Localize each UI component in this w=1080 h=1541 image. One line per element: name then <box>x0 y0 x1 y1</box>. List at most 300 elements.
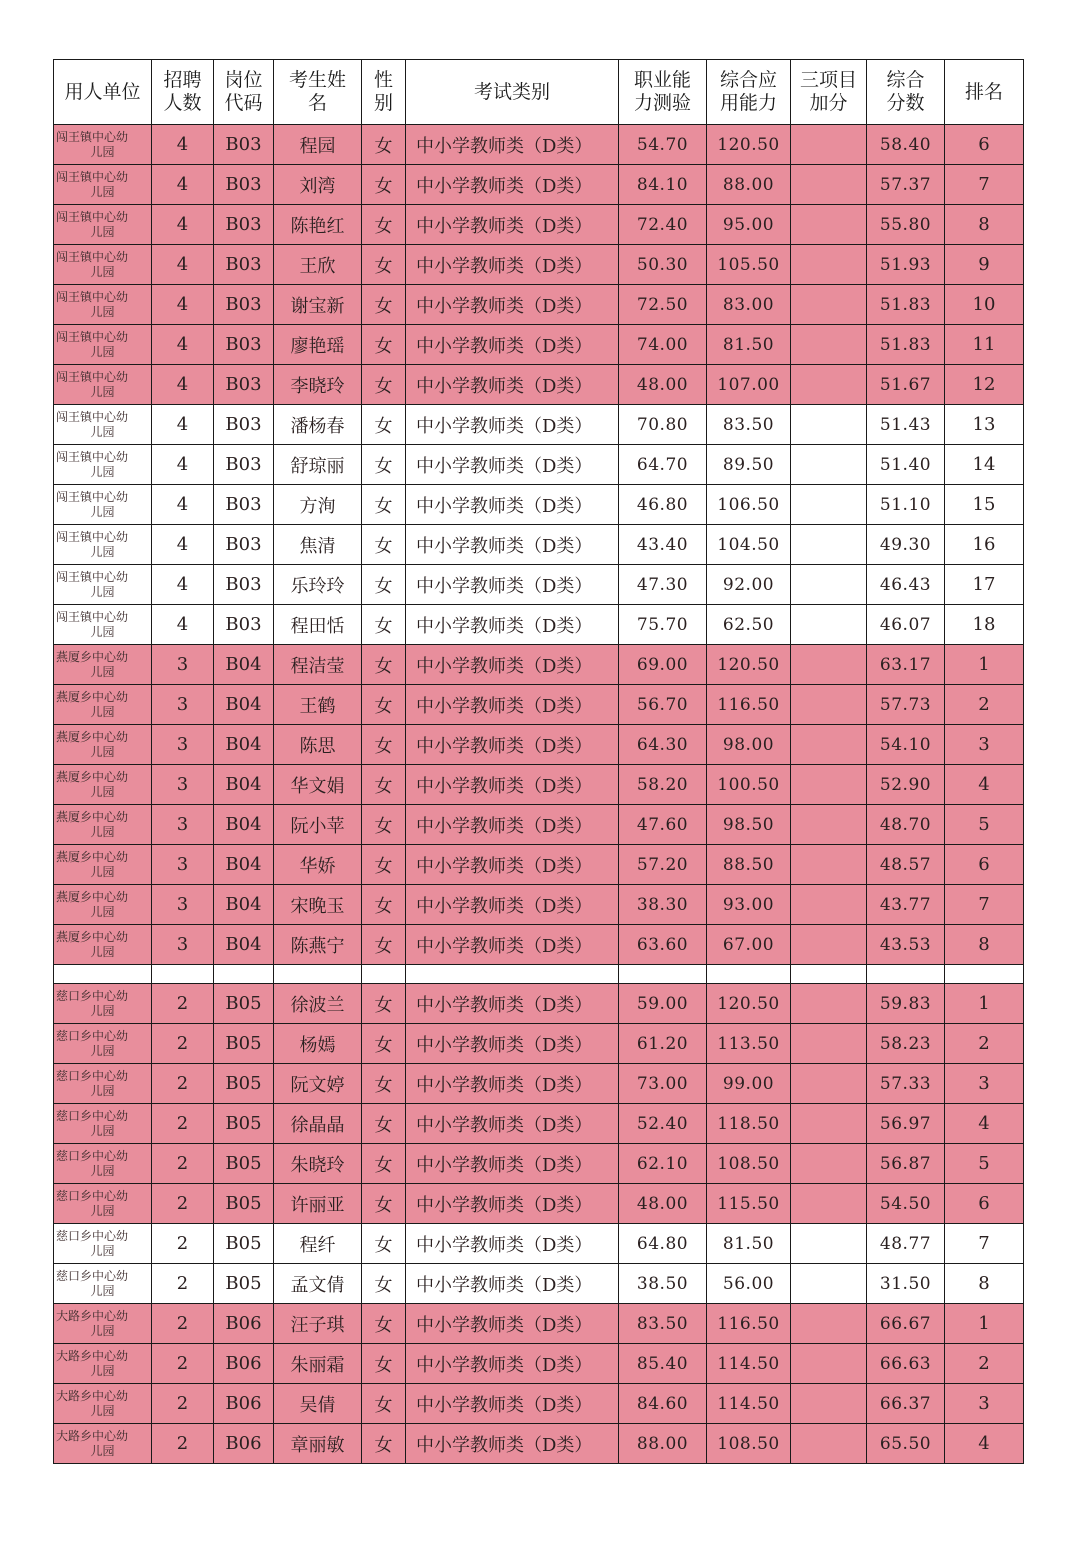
rank-cell: 16 <box>945 525 1024 565</box>
recruit-count-cell: 4 <box>152 285 214 325</box>
recruit-count-cell: 4 <box>152 165 214 205</box>
header-recruit-count-line: 人数 <box>163 92 202 114</box>
empty-cell <box>707 965 791 984</box>
gender-cell: 女 <box>362 845 406 885</box>
aptitude-score-cell: 70.80 <box>619 405 707 445</box>
aptitude-score-cell: 57.20 <box>619 845 707 885</box>
header-unit <box>54 60 152 125</box>
table-row-highlighted <box>54 1024 1024 1064</box>
total-score-cell: 56.87 <box>867 1144 945 1184</box>
employer-unit-cell <box>54 565 152 605</box>
total-score-cell: 49.30 <box>867 525 945 565</box>
rank-cell: 15 <box>945 485 1024 525</box>
applied-score-cell: 92.00 <box>707 565 791 605</box>
rank-cell: 2 <box>945 1344 1024 1384</box>
post-code-cell: B06 <box>214 1424 274 1464</box>
employer-unit-line: 儿园 <box>90 624 115 639</box>
table-row-highlighted <box>54 645 1024 685</box>
post-code-cell: B03 <box>214 565 274 605</box>
rank-cell: 18 <box>945 605 1024 645</box>
rank-cell: 9 <box>945 245 1024 285</box>
bonus-cell <box>791 1184 867 1224</box>
bonus-cell <box>791 1024 867 1064</box>
total-score-cell: 52.90 <box>867 765 945 805</box>
bonus-cell <box>791 765 867 805</box>
candidate-name-cell: 杨嫣 <box>274 1024 362 1064</box>
post-code-cell: B04 <box>214 805 274 845</box>
exam-category-cell: 中小学教师类（D类） <box>406 1184 619 1224</box>
rank-cell: 8 <box>945 205 1024 245</box>
empty-cell <box>214 965 274 984</box>
recruit-count-cell: 4 <box>152 525 214 565</box>
exam-category-cell: 中小学教师类（D类） <box>406 925 619 965</box>
exam-category-cell: 中小学教师类（D类） <box>406 325 619 365</box>
recruit-count-cell: 2 <box>152 1304 214 1344</box>
total-score-cell: 66.67 <box>867 1304 945 1344</box>
applied-score-cell: 88.00 <box>707 165 791 205</box>
applied-score-cell: 88.50 <box>707 845 791 885</box>
applied-score-cell: 113.50 <box>707 1024 791 1064</box>
applied-score-cell: 120.50 <box>707 984 791 1024</box>
recruit-count-cell: 2 <box>152 1024 214 1064</box>
total-score-cell: 58.40 <box>867 125 945 165</box>
employer-unit-cell <box>54 1104 152 1144</box>
aptitude-score-cell: 85.40 <box>619 1344 707 1384</box>
recruit-count-cell: 3 <box>152 725 214 765</box>
employer-unit-line: 儿园 <box>90 504 115 519</box>
table-row-highlighted <box>54 1104 1024 1144</box>
employer-unit-line: 儿园 <box>90 1083 115 1098</box>
applied-score-cell: 81.50 <box>707 325 791 365</box>
header-total-score-line: 综合 <box>886 69 925 91</box>
post-code-cell: B05 <box>214 1104 274 1144</box>
aptitude-score-cell: 47.60 <box>619 805 707 845</box>
empty-cell <box>152 965 214 984</box>
aptitude-score-cell: 43.40 <box>619 525 707 565</box>
employer-unit-line: 慈口乡中心幼 <box>56 1188 129 1203</box>
recruit-count-cell: 4 <box>152 485 214 525</box>
candidate-name-cell: 陈思 <box>274 725 362 765</box>
header-applied-ability-line: 用能力 <box>719 92 777 114</box>
recruit-count-cell: 3 <box>152 765 214 805</box>
table-row-highlighted <box>54 1304 1024 1344</box>
candidate-name-cell: 刘湾 <box>274 165 362 205</box>
gender-cell: 女 <box>362 605 406 645</box>
employer-unit-cell <box>54 365 152 405</box>
post-code-cell: B05 <box>214 1064 274 1104</box>
table-row-highlighted <box>54 984 1024 1024</box>
recruit-count-cell: 3 <box>152 805 214 845</box>
table-body <box>54 125 1024 1464</box>
total-score-cell: 43.53 <box>867 925 945 965</box>
aptitude-score-cell: 52.40 <box>619 1104 707 1144</box>
applied-score-cell: 100.50 <box>707 765 791 805</box>
candidate-name-cell: 乐玲玲 <box>274 565 362 605</box>
table-row-highlighted <box>54 1424 1024 1464</box>
post-code-cell: B05 <box>214 1184 274 1224</box>
gender-cell: 女 <box>362 165 406 205</box>
employer-unit-cell <box>54 165 152 205</box>
bonus-cell <box>791 565 867 605</box>
aptitude-score-cell: 75.70 <box>619 605 707 645</box>
post-code-cell: B05 <box>214 1224 274 1264</box>
bonus-cell <box>791 685 867 725</box>
post-code-cell: B03 <box>214 125 274 165</box>
applied-score-cell: 118.50 <box>707 1104 791 1144</box>
applied-score-cell: 120.50 <box>707 645 791 685</box>
bonus-cell <box>791 1264 867 1304</box>
employer-unit-line: 闯王镇中心幼 <box>56 169 129 184</box>
bonus-cell <box>791 1224 867 1264</box>
table-row-highlighted <box>54 805 1024 845</box>
header-aptitude-test-line: 力测验 <box>633 92 691 114</box>
table-row-highlighted <box>54 685 1024 725</box>
employer-unit-line: 儿园 <box>90 1123 115 1138</box>
applied-score-cell: 105.50 <box>707 245 791 285</box>
applied-score-cell: 104.50 <box>707 525 791 565</box>
exam-category-cell: 中小学教师类（D类） <box>406 445 619 485</box>
rank-cell: 5 <box>945 805 1024 845</box>
candidate-name-cell: 程田恬 <box>274 605 362 645</box>
employer-unit-cell <box>54 725 152 765</box>
bonus-cell <box>791 605 867 645</box>
table-row-highlighted <box>54 205 1024 245</box>
employer-unit-line: 闯王镇中心幼 <box>56 609 129 624</box>
employer-unit-line: 儿园 <box>90 904 115 919</box>
recruit-count-cell: 2 <box>152 1144 214 1184</box>
employer-unit-line: 儿园 <box>90 344 115 359</box>
post-code-cell: B04 <box>214 845 274 885</box>
results-document <box>53 59 1024 1464</box>
exam-category-cell: 中小学教师类（D类） <box>406 365 619 405</box>
gender-cell: 女 <box>362 285 406 325</box>
rank-cell: 5 <box>945 1144 1024 1184</box>
post-code-cell: B06 <box>214 1344 274 1384</box>
header-bonus-line: 三项目 <box>799 69 857 91</box>
employer-unit-line: 燕厦乡中心幼 <box>56 929 129 944</box>
bonus-cell <box>791 925 867 965</box>
candidate-name-cell: 廖艳瑶 <box>274 325 362 365</box>
candidate-name-cell: 王欣 <box>274 245 362 285</box>
employer-unit-line: 儿园 <box>90 944 115 959</box>
applied-score-cell: 62.50 <box>707 605 791 645</box>
bonus-cell <box>791 1304 867 1344</box>
employer-unit-line: 闯王镇中心幼 <box>56 369 129 384</box>
employer-unit-line: 儿园 <box>90 704 115 719</box>
employer-unit-line: 燕厦乡中心幼 <box>56 729 129 744</box>
total-score-cell: 48.77 <box>867 1224 945 1264</box>
rank-cell: 7 <box>945 1224 1024 1264</box>
exam-category-cell: 中小学教师类（D类） <box>406 405 619 445</box>
post-code-cell: B04 <box>214 925 274 965</box>
exam-category-cell: 中小学教师类（D类） <box>406 685 619 725</box>
aptitude-score-cell: 84.10 <box>619 165 707 205</box>
applied-score-cell: 95.00 <box>707 205 791 245</box>
exam-category-cell: 中小学教师类（D类） <box>406 125 619 165</box>
table-row-highlighted <box>54 365 1024 405</box>
total-score-cell: 46.07 <box>867 605 945 645</box>
bonus-cell <box>791 984 867 1024</box>
recruit-count-cell: 4 <box>152 605 214 645</box>
recruit-count-cell: 4 <box>152 125 214 165</box>
employer-unit-line: 闯王镇中心幼 <box>56 129 129 144</box>
employer-unit-cell <box>54 1344 152 1384</box>
recruit-count-cell: 2 <box>152 1344 214 1384</box>
gender-cell: 女 <box>362 1304 406 1344</box>
employer-unit-cell <box>54 1264 152 1304</box>
aptitude-score-cell: 63.60 <box>619 925 707 965</box>
rank-cell: 3 <box>945 1064 1024 1104</box>
rank-cell: 4 <box>945 765 1024 805</box>
employer-unit-cell <box>54 285 152 325</box>
post-code-cell: B03 <box>214 365 274 405</box>
table-row <box>54 405 1024 445</box>
post-code-cell: B03 <box>214 325 274 365</box>
empty-cell <box>274 965 362 984</box>
header-recruit-count-line: 招聘 <box>163 69 202 91</box>
gender-cell: 女 <box>362 1064 406 1104</box>
bonus-cell <box>791 1144 867 1184</box>
exam-category-cell: 中小学教师类（D类） <box>406 765 619 805</box>
header-unit-line: 用人单位 <box>64 80 141 103</box>
employer-unit-line: 燕厦乡中心幼 <box>56 849 129 864</box>
candidate-name-cell: 方洵 <box>274 485 362 525</box>
bonus-cell <box>791 885 867 925</box>
employer-unit-line: 儿园 <box>90 1323 115 1338</box>
header-aptitude-test <box>619 60 707 125</box>
empty-cell <box>945 965 1024 984</box>
post-code-cell: B04 <box>214 725 274 765</box>
rank-cell: 1 <box>945 1304 1024 1344</box>
exam-category-cell: 中小学教师类（D类） <box>406 605 619 645</box>
exam-category-cell: 中小学教师类（D类） <box>406 525 619 565</box>
gender-cell: 女 <box>362 1224 406 1264</box>
header-applied-ability <box>707 60 791 125</box>
total-score-cell: 54.50 <box>867 1184 945 1224</box>
exam-category-cell: 中小学教师类（D类） <box>406 1144 619 1184</box>
candidate-name-cell: 谢宝新 <box>274 285 362 325</box>
employer-unit-cell <box>54 645 152 685</box>
table-row <box>54 485 1024 525</box>
gender-cell: 女 <box>362 765 406 805</box>
employer-unit-line: 儿园 <box>90 664 115 679</box>
bonus-cell <box>791 725 867 765</box>
table-row-highlighted <box>54 125 1024 165</box>
employer-unit-line: 儿园 <box>90 1003 115 1018</box>
exam-category-cell: 中小学教师类（D类） <box>406 725 619 765</box>
aptitude-score-cell: 62.10 <box>619 1144 707 1184</box>
aptitude-score-cell: 56.70 <box>619 685 707 725</box>
recruit-count-cell: 3 <box>152 925 214 965</box>
gender-cell: 女 <box>362 245 406 285</box>
header-exam-category <box>406 60 619 125</box>
employer-unit-cell <box>54 485 152 525</box>
rank-cell: 7 <box>945 885 1024 925</box>
recruit-count-cell: 4 <box>152 565 214 605</box>
gender-cell: 女 <box>362 1424 406 1464</box>
post-code-cell: B03 <box>214 245 274 285</box>
header-bonus-line: 加分 <box>809 92 848 114</box>
gender-cell: 女 <box>362 805 406 845</box>
applied-score-cell: 108.50 <box>707 1144 791 1184</box>
table-row-highlighted <box>54 1184 1024 1224</box>
post-code-cell: B05 <box>214 1024 274 1064</box>
gender-cell: 女 <box>362 1024 406 1064</box>
total-score-cell: 51.83 <box>867 285 945 325</box>
recruit-count-cell: 4 <box>152 325 214 365</box>
total-score-cell: 51.40 <box>867 445 945 485</box>
gender-cell: 女 <box>362 885 406 925</box>
employer-unit-cell <box>54 1064 152 1104</box>
employer-unit-cell <box>54 405 152 445</box>
table-row-highlighted <box>54 725 1024 765</box>
exam-category-cell: 中小学教师类（D类） <box>406 1344 619 1384</box>
employer-unit-line: 闯王镇中心幼 <box>56 449 129 464</box>
employer-unit-cell <box>54 984 152 1024</box>
bonus-cell <box>791 1424 867 1464</box>
candidate-name-cell: 宋晚玉 <box>274 885 362 925</box>
rank-cell: 4 <box>945 1424 1024 1464</box>
rank-cell: 3 <box>945 1384 1024 1424</box>
bonus-cell <box>791 165 867 205</box>
exam-category-cell: 中小学教师类（D类） <box>406 984 619 1024</box>
candidate-name-cell: 程洁莹 <box>274 645 362 685</box>
aptitude-score-cell: 38.50 <box>619 1264 707 1304</box>
exam-category-cell: 中小学教师类（D类） <box>406 1304 619 1344</box>
empty-cell <box>867 965 945 984</box>
exam-category-cell: 中小学教师类（D类） <box>406 205 619 245</box>
rank-cell: 11 <box>945 325 1024 365</box>
header-recruit-count <box>152 60 214 125</box>
candidate-name-cell: 李晓玲 <box>274 365 362 405</box>
candidate-name-cell: 阮小苹 <box>274 805 362 845</box>
rank-cell: 1 <box>945 645 1024 685</box>
aptitude-score-cell: 83.50 <box>619 1304 707 1344</box>
rank-cell: 8 <box>945 1264 1024 1304</box>
applied-score-cell: 98.00 <box>707 725 791 765</box>
rank-cell: 7 <box>945 165 1024 205</box>
employer-unit-line: 闯王镇中心幼 <box>56 289 129 304</box>
rank-cell: 2 <box>945 685 1024 725</box>
total-score-cell: 57.33 <box>867 1064 945 1104</box>
candidate-name-cell: 朱丽霜 <box>274 1344 362 1384</box>
employer-unit-line: 儿园 <box>90 304 115 319</box>
total-score-cell: 31.50 <box>867 1264 945 1304</box>
exam-category-cell: 中小学教师类（D类） <box>406 845 619 885</box>
header-aptitude-test-line: 职业能 <box>633 69 691 91</box>
table-row-highlighted <box>54 845 1024 885</box>
exam-category-cell: 中小学教师类（D类） <box>406 645 619 685</box>
aptitude-score-cell: 50.30 <box>619 245 707 285</box>
post-code-cell: B04 <box>214 885 274 925</box>
aptitude-score-cell: 72.40 <box>619 205 707 245</box>
exam-category-cell: 中小学教师类（D类） <box>406 1264 619 1304</box>
recruit-count-cell: 2 <box>152 984 214 1024</box>
employer-unit-line: 燕厦乡中心幼 <box>56 649 129 664</box>
applied-score-cell: 98.50 <box>707 805 791 845</box>
table-row-highlighted <box>54 1384 1024 1424</box>
employer-unit-cell <box>54 1184 152 1224</box>
table-row <box>54 525 1024 565</box>
header-post-code <box>214 60 274 125</box>
employer-unit-line: 燕厦乡中心幼 <box>56 889 129 904</box>
gender-cell: 女 <box>362 565 406 605</box>
total-score-cell: 51.43 <box>867 405 945 445</box>
employer-unit-cell <box>54 125 152 165</box>
aptitude-score-cell: 69.00 <box>619 645 707 685</box>
rank-cell: 14 <box>945 445 1024 485</box>
employer-unit-line: 大路乡中心幼 <box>56 1308 129 1323</box>
candidate-name-cell: 王鹤 <box>274 685 362 725</box>
aptitude-score-cell: 48.00 <box>619 1184 707 1224</box>
recruit-count-cell: 2 <box>152 1224 214 1264</box>
employer-unit-line: 慈口乡中心幼 <box>56 1268 129 1283</box>
bonus-cell <box>791 205 867 245</box>
employer-unit-line: 儿园 <box>90 1443 115 1458</box>
header-post-code-line: 岗位 <box>224 69 263 91</box>
bonus-cell <box>791 445 867 485</box>
header-bonus <box>791 60 867 125</box>
employer-unit-line: 儿园 <box>90 184 115 199</box>
employer-unit-cell <box>54 765 152 805</box>
exam-category-cell: 中小学教师类（D类） <box>406 1064 619 1104</box>
total-score-cell: 43.77 <box>867 885 945 925</box>
candidate-name-cell: 章丽敏 <box>274 1424 362 1464</box>
total-score-cell: 48.70 <box>867 805 945 845</box>
recruit-count-cell: 4 <box>152 205 214 245</box>
header-post-code-line: 代码 <box>224 92 263 114</box>
header-applied-ability-line: 综合应 <box>719 69 777 91</box>
gender-cell: 女 <box>362 1344 406 1384</box>
total-score-cell: 51.10 <box>867 485 945 525</box>
applied-score-cell: 120.50 <box>707 125 791 165</box>
table-row-highlighted <box>54 765 1024 805</box>
bonus-cell <box>791 325 867 365</box>
candidate-name-cell: 陈艳红 <box>274 205 362 245</box>
recruit-count-cell: 2 <box>152 1104 214 1144</box>
gender-cell: 女 <box>362 125 406 165</box>
aptitude-score-cell: 74.00 <box>619 325 707 365</box>
candidate-name-cell: 程园 <box>274 125 362 165</box>
applied-score-cell: 115.50 <box>707 1184 791 1224</box>
employer-unit-line: 闯王镇中心幼 <box>56 209 129 224</box>
employer-unit-line: 闯王镇中心幼 <box>56 249 129 264</box>
aptitude-score-cell: 72.50 <box>619 285 707 325</box>
aptitude-score-cell: 38.30 <box>619 885 707 925</box>
exam-category-cell: 中小学教师类（D类） <box>406 885 619 925</box>
table-row-highlighted <box>54 1064 1024 1104</box>
header-candidate-name <box>274 60 362 125</box>
gender-cell: 女 <box>362 1264 406 1304</box>
bonus-cell <box>791 845 867 885</box>
table-row-highlighted <box>54 1344 1024 1384</box>
candidate-name-cell: 程纤 <box>274 1224 362 1264</box>
employer-unit-cell <box>54 1024 152 1064</box>
total-score-cell: 63.17 <box>867 645 945 685</box>
employer-unit-line: 燕厦乡中心幼 <box>56 809 129 824</box>
table-row-highlighted <box>54 165 1024 205</box>
total-score-cell: 57.37 <box>867 165 945 205</box>
recruit-count-cell: 2 <box>152 1384 214 1424</box>
employer-unit-cell <box>54 325 152 365</box>
candidate-name-cell: 焦清 <box>274 525 362 565</box>
applied-score-cell: 83.50 <box>707 405 791 445</box>
gender-cell: 女 <box>362 645 406 685</box>
post-code-cell: B03 <box>214 285 274 325</box>
employer-unit-line: 闯王镇中心幼 <box>56 329 129 344</box>
header-gender-line: 性 <box>373 69 393 91</box>
employer-unit-line: 慈口乡中心幼 <box>56 1108 129 1123</box>
